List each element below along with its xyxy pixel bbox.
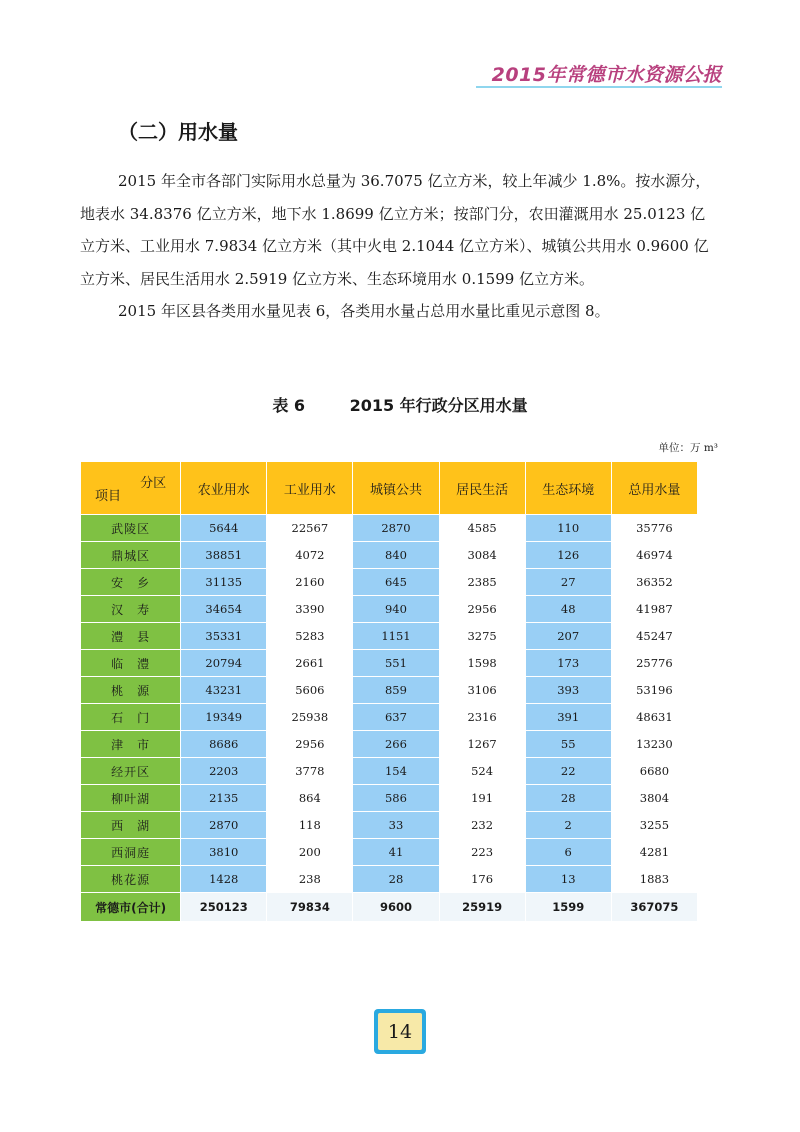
table-total-row xyxy=(81,893,697,921)
table-row xyxy=(81,542,697,568)
value-cell: 1428 xyxy=(181,866,266,892)
value-cell: 6 xyxy=(526,839,611,865)
value-cell: 22567 xyxy=(267,515,352,541)
region-name-cell: 常德市(合计) xyxy=(81,893,180,921)
value-cell: 4585 xyxy=(440,515,525,541)
value-cell: 5283 xyxy=(267,623,352,649)
table-row xyxy=(81,677,697,703)
value-cell: 840 xyxy=(353,542,438,568)
value-cell: 48631 xyxy=(612,704,697,730)
value-cell: 637 xyxy=(353,704,438,730)
paragraph-2: 2015 年区县各类用水量见表 6，各类用水量占总用水量比重见示意图 8。 xyxy=(118,302,610,320)
region-name-cell: 柳叶湖 xyxy=(81,785,180,811)
value-cell: 25919 xyxy=(440,893,525,921)
value-cell: 6680 xyxy=(612,758,697,784)
value-cell: 859 xyxy=(353,677,438,703)
table-caption: 表 6 2015 年行政分区用水量 xyxy=(272,396,528,415)
value-cell: 940 xyxy=(353,596,438,622)
value-cell: 232 xyxy=(440,812,525,838)
value-cell: 223 xyxy=(440,839,525,865)
region-name-cell: 经开区 xyxy=(81,758,180,784)
value-cell: 207 xyxy=(526,623,611,649)
value-cell: 393 xyxy=(526,677,611,703)
value-cell: 3804 xyxy=(612,785,697,811)
table-body xyxy=(81,515,697,921)
column-header: 城镇公共 xyxy=(353,462,438,514)
page-number: 14 xyxy=(378,1013,422,1050)
table-row xyxy=(81,866,697,892)
table-row xyxy=(81,515,697,541)
table-unit-label: 单位：万 m³ xyxy=(658,442,718,454)
region-name-cell: 鼎城区 xyxy=(81,542,180,568)
value-cell: 13230 xyxy=(612,731,697,757)
value-cell: 551 xyxy=(353,650,438,676)
value-cell: 391 xyxy=(526,704,611,730)
value-cell: 27 xyxy=(526,569,611,595)
value-cell: 5644 xyxy=(181,515,266,541)
corner-header-region: 分区 xyxy=(140,476,167,491)
table-row xyxy=(81,731,697,757)
value-cell: 1267 xyxy=(440,731,525,757)
value-cell: 118 xyxy=(267,812,352,838)
value-cell: 3084 xyxy=(440,542,525,568)
value-cell: 586 xyxy=(353,785,438,811)
value-cell: 22 xyxy=(526,758,611,784)
value-cell: 2870 xyxy=(353,515,438,541)
value-cell: 25938 xyxy=(267,704,352,730)
value-cell: 250123 xyxy=(181,893,266,921)
value-cell: 2160 xyxy=(267,569,352,595)
value-cell: 35776 xyxy=(612,515,697,541)
value-cell: 864 xyxy=(267,785,352,811)
region-name-cell: 西 湖 xyxy=(81,812,180,838)
value-cell: 19349 xyxy=(181,704,266,730)
value-cell: 41987 xyxy=(612,596,697,622)
value-cell: 20794 xyxy=(181,650,266,676)
column-header: 农业用水 xyxy=(181,462,266,514)
column-header: 工业用水 xyxy=(267,462,352,514)
value-cell: 238 xyxy=(267,866,352,892)
value-cell: 48 xyxy=(526,596,611,622)
value-cell: 524 xyxy=(440,758,525,784)
value-cell: 1599 xyxy=(526,893,611,921)
region-name-cell: 安 乡 xyxy=(81,569,180,595)
region-name-cell: 澧 县 xyxy=(81,623,180,649)
value-cell: 367075 xyxy=(612,893,697,921)
value-cell: 4281 xyxy=(612,839,697,865)
value-cell: 3778 xyxy=(267,758,352,784)
value-cell: 3810 xyxy=(181,839,266,865)
value-cell: 41 xyxy=(353,839,438,865)
table-row xyxy=(81,758,697,784)
value-cell: 13 xyxy=(526,866,611,892)
value-cell: 176 xyxy=(440,866,525,892)
value-cell: 38851 xyxy=(181,542,266,568)
value-cell: 79834 xyxy=(267,893,352,921)
table-header-row xyxy=(81,462,697,514)
value-cell: 3275 xyxy=(440,623,525,649)
value-cell: 3390 xyxy=(267,596,352,622)
value-cell: 126 xyxy=(526,542,611,568)
corner-header-item: 项目 xyxy=(95,489,122,504)
value-cell: 53196 xyxy=(612,677,697,703)
value-cell: 2385 xyxy=(440,569,525,595)
region-name-cell: 西洞庭 xyxy=(81,839,180,865)
value-cell: 1598 xyxy=(440,650,525,676)
table-row xyxy=(81,812,697,838)
value-cell: 191 xyxy=(440,785,525,811)
value-cell: 2 xyxy=(526,812,611,838)
table-row xyxy=(81,839,697,865)
value-cell: 154 xyxy=(353,758,438,784)
value-cell: 2203 xyxy=(181,758,266,784)
paragraph-1: 2015 年全市各部门实际用水总量为 36.7075 亿立方米，较上年减少 1.8%。按水源分，地表水 34.8376 亿立方米，地下水 1.8699 亿立方米；按部门分，农田灌溉用水 25.0123 亿立方米、工业用水 7.9834 亿立方米（其中火电 2.1044 亿立方米）、城镇公共用水 0.9600 亿立方米、居民生活用水 2.5919 亿立方米、生态环境用水 0.1599 亿立方米。 xyxy=(80,172,711,288)
value-cell: 173 xyxy=(526,650,611,676)
column-header: 居民生活 xyxy=(440,462,525,514)
value-cell: 45247 xyxy=(612,623,697,649)
table-row xyxy=(81,569,697,595)
value-cell: 31135 xyxy=(181,569,266,595)
value-cell: 28 xyxy=(353,866,438,892)
value-cell: 35331 xyxy=(181,623,266,649)
column-header: 总用水量 xyxy=(612,462,697,514)
table-row xyxy=(81,704,697,730)
value-cell: 43231 xyxy=(181,677,266,703)
corner-header xyxy=(81,462,180,514)
value-cell: 645 xyxy=(353,569,438,595)
water-usage-table xyxy=(80,461,698,922)
value-cell: 2956 xyxy=(440,596,525,622)
value-cell: 55 xyxy=(526,731,611,757)
value-cell: 28 xyxy=(526,785,611,811)
value-cell: 36352 xyxy=(612,569,697,595)
region-name-cell: 汉 寿 xyxy=(81,596,180,622)
value-cell: 2870 xyxy=(181,812,266,838)
value-cell: 3255 xyxy=(612,812,697,838)
table-row xyxy=(81,785,697,811)
value-cell: 9600 xyxy=(353,893,438,921)
value-cell: 46974 xyxy=(612,542,697,568)
region-name-cell: 桃花源 xyxy=(81,866,180,892)
table-row xyxy=(81,623,697,649)
value-cell: 33 xyxy=(353,812,438,838)
value-cell: 1883 xyxy=(612,866,697,892)
region-name-cell: 石 门 xyxy=(81,704,180,730)
value-cell: 34654 xyxy=(181,596,266,622)
region-name-cell: 桃 源 xyxy=(81,677,180,703)
column-header: 生态环境 xyxy=(526,462,611,514)
section-heading: （二）用水量 xyxy=(118,120,238,144)
page-number-badge xyxy=(374,1009,426,1054)
value-cell: 2316 xyxy=(440,704,525,730)
value-cell: 200 xyxy=(267,839,352,865)
document-header-title: 2015年常德市水资源公报 xyxy=(491,64,722,86)
value-cell: 8686 xyxy=(181,731,266,757)
region-name-cell: 武陵区 xyxy=(81,515,180,541)
value-cell: 2956 xyxy=(267,731,352,757)
table-row xyxy=(81,650,697,676)
value-cell: 4072 xyxy=(267,542,352,568)
region-name-cell: 临 澧 xyxy=(81,650,180,676)
region-name-cell: 津 市 xyxy=(81,731,180,757)
body-text xyxy=(80,165,720,328)
value-cell: 266 xyxy=(353,731,438,757)
value-cell: 2135 xyxy=(181,785,266,811)
value-cell: 3106 xyxy=(440,677,525,703)
value-cell: 5606 xyxy=(267,677,352,703)
value-cell: 1151 xyxy=(353,623,438,649)
value-cell: 2661 xyxy=(267,650,352,676)
value-cell: 25776 xyxy=(612,650,697,676)
header-rule xyxy=(476,86,722,88)
table-row xyxy=(81,596,697,622)
value-cell: 110 xyxy=(526,515,611,541)
